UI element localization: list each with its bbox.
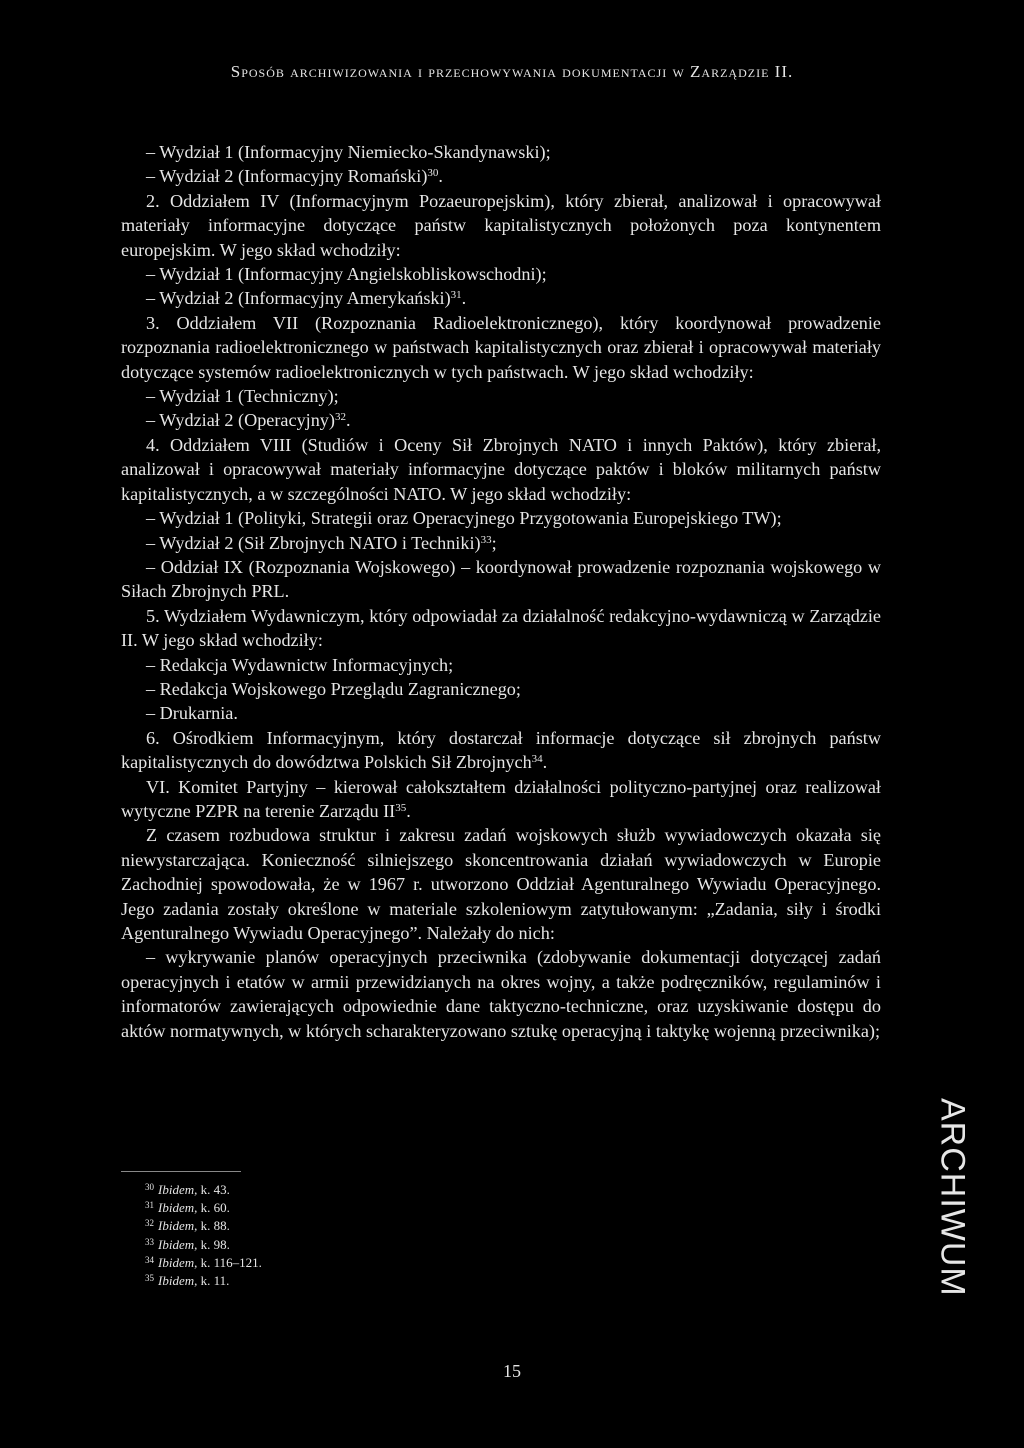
paragraph (121, 726, 881, 775)
footnote-rest: , k. 98. (194, 1236, 230, 1252)
paragraph-text: – Wydział 1 (Informacyjny Angielskobliskowschodni); (146, 264, 547, 285)
punctuation: . (438, 166, 443, 187)
paragraph (121, 140, 881, 164)
paragraph (121, 262, 881, 286)
footnote-rest: , k. 11. (194, 1273, 230, 1289)
footnote-ref: 30 (427, 167, 439, 180)
paragraph (121, 653, 881, 677)
paragraph (121, 286, 881, 310)
paragraph (121, 677, 881, 701)
footnote-ref: 32 (334, 411, 346, 424)
paragraph (121, 408, 881, 432)
paragraph-text: – wykrywanie planów operacyjnych przeciwnika (zdobywanie dokumentacji dotyczącej zadań operacyjnych i etatów w armii przewidzianych na okres wojny, a także podręczników, regulaminów i informatorów zawierających odpowiednie dane taktyczno-techniczne, oraz uzyskiwanie dostępu do aktów normatywnych, w których scharakteryzowano sztukę operacyjną i taktykę wojenną przeciwnika); (121, 947, 881, 1041)
footnote-ref-text: Ibidem (158, 1236, 195, 1252)
footnote-number: 35 (145, 1273, 154, 1284)
footnote-ref-text: Ibidem (158, 1254, 195, 1270)
paragraph-text: – Wydział 2 (Operacyjny) (146, 410, 335, 431)
paragraph (121, 701, 881, 725)
paragraph (121, 945, 881, 1043)
footnote-number: 30 (145, 1182, 154, 1192)
paragraph-text: – Wydział 1 (Polityki, Strategii oraz Operacyjnego Przygotowania Europejskiego TW); (146, 508, 782, 529)
footnote (145, 1199, 262, 1217)
footnote-rest: , k. 43. (194, 1182, 230, 1197)
page-number: 15 (503, 1361, 521, 1381)
punctuation: . (542, 752, 548, 773)
footnote-ref: 33 (480, 533, 492, 546)
footnote-ref-text: Ibidem (158, 1182, 195, 1197)
paragraph-text: VI. Komitet Partyjny – kierował całokształtem działalności polityczno-partyjnej oraz realizował wytyczne PZPR na terenie Zarządu II (121, 776, 881, 821)
footnote-rule (121, 1171, 241, 1172)
footnote-ref: 34 (531, 753, 543, 766)
punctuation: . (345, 410, 351, 431)
paragraph-text: – Wydział 2 (Informacyjny Amerykański) (146, 288, 451, 309)
paragraph (121, 433, 881, 506)
footnote-rest: , k. 60. (194, 1200, 230, 1216)
running-header: Sposób archiwizowania i przechowywania dokumentacji w Zarządzie II. (230, 62, 794, 81)
paragraph-text: – Wydział 1 (Techniczny); (146, 386, 339, 407)
footnote-number: 33 (145, 1236, 154, 1247)
side-label (930, 1092, 974, 1302)
paragraph-text: – Drukarnia. (146, 703, 238, 724)
paragraph-text: – Redakcja Wojskowego Przeglądu Zagranicznego; (146, 678, 521, 699)
paragraph (121, 189, 881, 262)
paragraph (121, 823, 881, 945)
footnote-ref-text: Ibidem (158, 1218, 195, 1234)
footnote-number: 32 (145, 1218, 154, 1229)
paragraph-text: – Wydział 2 (Sił Zbrojnych NATO i Techniki) (146, 532, 481, 553)
paragraph-text: 3. Oddziałem VII (Rozpoznania Radioelektronicznego), który koordynował prowadzenie rozpoznania radioelektronicznego w państwach kapitalistycznych oraz zbierał i opracowywał materiały dotyczące systemów radioelektronicznych w tych państwach. W jego skład wchodziły: (121, 312, 881, 382)
footnote-ref: 35 (395, 801, 407, 814)
paragraph-text: – Wydział 2 (Informacyjny Romański) (146, 166, 428, 187)
side-label-text: ARCHIWUM (933, 1097, 972, 1297)
paragraph-text: 4. Oddziałem VIII (Studiów i Oceny Sił Zbrojnych NATO i innych Paktów), który zbierał, analizował i opracowywał materiały informacyjne dotyczące paktów i bloków militarnych państw kapitalistycznych, a w szczególności NATO. W jego skład wchodziły: (121, 434, 881, 504)
paragraph-text: – Wydział 1 (Informacyjny Niemiecko-Skandynawski); (146, 142, 551, 162)
paragraph (121, 531, 881, 555)
footnote-ref: 31 (450, 289, 462, 302)
paragraph-text: 2. Oddziałem IV (Informacyjnym Pozaeuropejskim), który zbierał, analizował i opracowywał materiały informacyjne dotyczące państw kapitalistycznych położonych poza kontynentem europejskim. W jego skład wchodziły: (121, 190, 881, 260)
paragraph (121, 164, 881, 188)
footnote (145, 1272, 262, 1290)
paragraph (121, 384, 881, 408)
footnote-rest: , k. 116–121. (194, 1254, 262, 1270)
footnote-rest: , k. 88. (194, 1218, 230, 1234)
footnote-number: 34 (145, 1254, 154, 1265)
footnotes (145, 1181, 262, 1290)
footnote-ref-text: Ibidem (158, 1200, 195, 1216)
paragraph-text: Z czasem rozbudowa struktur i zakresu zadań wojskowych służb wywiadowczych okazała się niewystarczająca. Konieczność silniejszego skoncentrowania działań wywiadowczych w Europie Zachodniej spowodowała, że w 1967 r. utworzono Oddział Agenturalnego Wywiadu Operacyjnego. Jego zadania zostały określone w materiale szkoleniowym zatytułowanym: „Zadania, siły i środki Agenturalnego Wywiadu Operacyjnego”. Należały do nich: (121, 825, 881, 943)
paragraph-text: 6. Ośrodkiem Informacyjnym, który dostarczał informacje dotyczące sił zbrojnych państw kapitalistycznych do dowództwa Polskich Sił Zbrojnych (121, 727, 881, 773)
footnote (145, 1254, 262, 1272)
punctuation: . (406, 800, 411, 821)
footnote (145, 1181, 262, 1199)
footnote-ref-text: Ibidem (158, 1273, 195, 1289)
body-text (121, 140, 881, 1043)
paragraph (121, 775, 881, 824)
footnote (145, 1236, 262, 1254)
paragraph (121, 506, 881, 530)
paragraph (121, 311, 881, 384)
paragraph-text: 5. Wydziałem Wydawniczym, który odpowiadał za działalność redakcyjno-wydawniczą w Zarządzie II. W jego skład wchodziły: (121, 605, 881, 651)
punctuation: ; (491, 532, 497, 553)
footnote-number: 31 (145, 1200, 154, 1211)
paragraph (121, 604, 881, 653)
footnote (145, 1217, 262, 1235)
punctuation: . (461, 288, 467, 309)
paragraph-text: – Oddział IX (Rozpoznania Wojskowego) – koordynował prowadzenie rozpoznania wojskowego w Siłach Zbrojnych PRL. (121, 556, 881, 602)
paragraph-text: – Redakcja Wydawnictw Informacyjnych; (146, 654, 454, 675)
paragraph (121, 555, 881, 604)
